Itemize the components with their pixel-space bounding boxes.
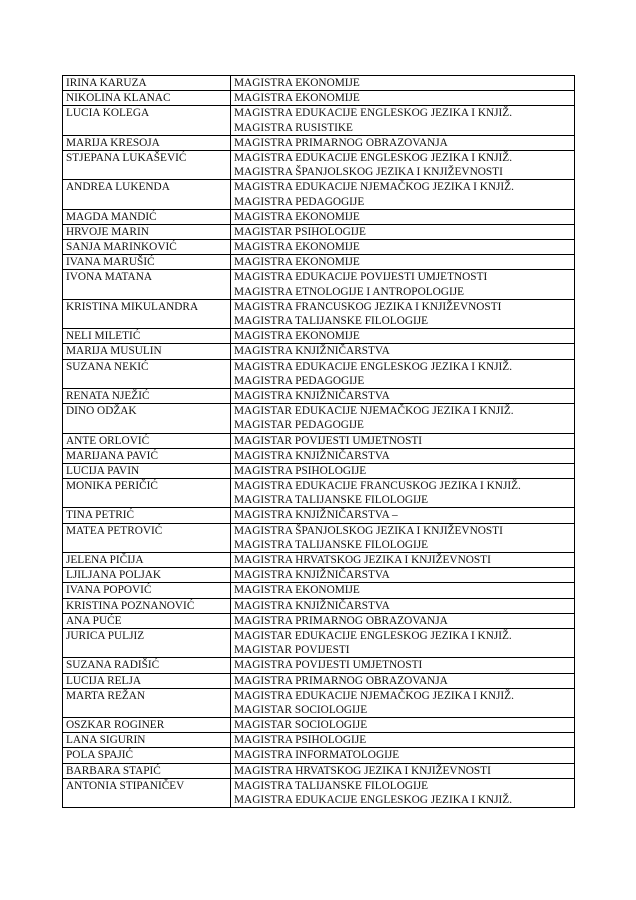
person-name: ANTONIA STIPANIČEV (66, 779, 185, 792)
degree-cell (231, 733, 575, 748)
degree-cell (231, 329, 575, 344)
person-name: LUCIJA RELJA (66, 674, 142, 687)
degree-cell (231, 135, 575, 150)
person-name: HRVOJE MARIN (66, 225, 149, 238)
table-row (63, 224, 575, 239)
degree-title: MAGISTRA TALIJANSKE FILOLOGIJE (234, 538, 429, 551)
graduates-table-body (63, 76, 575, 808)
name-cell (63, 270, 231, 299)
table-row (63, 613, 575, 628)
person-name: LUCIJA PAVIN (66, 464, 140, 477)
degree-cell (231, 763, 575, 778)
name-cell (63, 583, 231, 598)
person-name: OSZKAR ROGINER (66, 719, 165, 732)
person-name: ANTE ORLOVIĆ (66, 434, 150, 447)
name-cell (63, 479, 231, 508)
person-name: IVANA MARUŠIĆ (66, 256, 155, 269)
degree-title: MAGISTRA EDUKACIJE NJEMAČKOG JEZIKA I KNJIŽ. (234, 689, 514, 702)
name-cell (63, 523, 231, 552)
degree-cell (231, 106, 575, 135)
table-row (63, 733, 575, 748)
person-name: MARIJA MUSULIN (66, 345, 162, 358)
degree-title: MAGISTRA EKONOMIJE (234, 584, 360, 597)
degree-title: MAGISTRA KNJIŽNIČARSTVA (234, 599, 390, 612)
degree-title: MAGISTAR SOCIOLOGIJE (234, 703, 368, 716)
person-name: IVONA MATANA (66, 271, 153, 284)
table-row (63, 718, 575, 733)
person-name: LANA SIGURIN (66, 734, 146, 747)
degree-cell (231, 778, 575, 807)
person-name: POLA SPAJIĆ (66, 749, 134, 762)
degree-title: MAGISTRA RUSISTIKE (234, 121, 353, 134)
degree-title: MAGISTRA FRANCUSKOG JEZIKA I KNJIŽEVNOSTI (234, 300, 502, 313)
table-row (63, 150, 575, 179)
person-name: MARIJA KRESOJA (66, 136, 160, 149)
degree-title: MAGISTRA PEDAGOGIJE (234, 195, 365, 208)
name-cell (63, 448, 231, 463)
degree-cell (231, 583, 575, 598)
degree-cell (231, 463, 575, 478)
degree-cell (231, 673, 575, 688)
degree-cell (231, 91, 575, 106)
person-name: IVANA POPOVIĆ (66, 584, 152, 597)
name-cell (63, 255, 231, 270)
person-name: DINO ODŽAK (66, 405, 137, 418)
degree-title: MAGISTRA HRVATSKOG JEZIKA I KNJIŽEVNOSTI (234, 554, 491, 566)
table-row (63, 463, 575, 478)
person-name: STJEPANA LUKAŠEVIĆ (66, 151, 187, 164)
table-row (63, 76, 575, 91)
person-name: SUZANA NEKIĆ (66, 360, 149, 373)
table-row (63, 299, 575, 328)
degree-title: MAGISTRA PRIMARNOG OBRAZOVANJA (234, 674, 448, 687)
degree-title: MAGISTRA EDUKACIJE FRANCUSKOG JEZIKA I KNJIŽ. (234, 480, 521, 493)
name-cell (63, 76, 231, 91)
degree-title: MAGISTRA EKONOMIJE (234, 241, 360, 254)
name-cell (63, 628, 231, 657)
name-cell (63, 763, 231, 778)
degree-cell (231, 224, 575, 239)
person-name: MAGDA MANDIĆ (66, 210, 157, 223)
name-cell (63, 658, 231, 673)
degree-title: MAGISTRA EDUKACIJE ENGLESKOG JEZIKA I KNJIŽ. (234, 107, 513, 120)
degree-title: MAGISTRA ETNOLOGIJE I ANTROPOLOGIJE (234, 285, 465, 298)
table-row (63, 209, 575, 224)
degree-title: MAGISTRA EDUKACIJE ENGLESKOG JEZIKA I KNJIŽ. (234, 151, 513, 164)
table-row (63, 448, 575, 463)
degree-title: MAGISTAR EDUKACIJE NJEMAČKOG JEZIKA I KNJIŽ. (234, 405, 514, 418)
table-row (63, 433, 575, 448)
degree-cell (231, 180, 575, 209)
person-name: TINA PETRIĆ (66, 509, 135, 522)
person-name: MONIKA PERIČIĆ (66, 480, 158, 493)
degree-cell (231, 688, 575, 717)
person-name: ANDREA LUKENDA (66, 181, 170, 194)
table-row (63, 91, 575, 106)
degree-cell (231, 598, 575, 613)
degree-title: MAGISTRA EDUKACIJE ENGLESKOG JEZIKA I KNJIŽ. (234, 360, 513, 373)
degree-cell (231, 388, 575, 403)
name-cell (63, 344, 231, 359)
person-name: SUZANA RADIŠIĆ (66, 659, 160, 672)
degree-title: MAGISTRA KNJIŽNIČARSTVA – (234, 509, 398, 522)
name-cell (63, 778, 231, 807)
name-cell (63, 329, 231, 344)
name-cell (63, 404, 231, 433)
degree-cell (231, 433, 575, 448)
degree-title: MAGISTRA KNJIŽNIČARSTVA (234, 345, 390, 358)
graduates-table (62, 75, 575, 808)
table-row (63, 763, 575, 778)
name-cell (63, 299, 231, 328)
degree-cell (231, 628, 575, 657)
name-cell (63, 598, 231, 613)
person-name: JELENA PIČIJA (66, 554, 144, 566)
degree-title: MAGISTRA EKONOMIJE (234, 210, 360, 223)
table-row (63, 628, 575, 657)
name-cell (63, 135, 231, 150)
person-name: JURICA PULJIZ (66, 629, 145, 642)
degree-title: MAGISTRA PSIHOLOGIJE (234, 464, 367, 477)
degree-title: MAGISTRA INFORMATOLOGIJE (234, 749, 400, 762)
degree-cell (231, 359, 575, 388)
table-row (63, 135, 575, 150)
degree-cell (231, 255, 575, 270)
degree-cell (231, 240, 575, 255)
degree-cell (231, 658, 575, 673)
degree-cell (231, 553, 575, 568)
degree-cell (231, 76, 575, 91)
degree-title: MAGISTRA EKONOMIJE (234, 330, 360, 343)
name-cell (63, 463, 231, 478)
name-cell (63, 688, 231, 717)
name-cell (63, 224, 231, 239)
person-name: RENATA NJEŽIĆ (66, 389, 150, 402)
degree-title: MAGISTRA EDUKACIJE POVIJESTI UMJETNOSTI (234, 271, 488, 284)
table-row (63, 270, 575, 299)
person-name: KRISTINA MIKULANDRA (66, 300, 199, 313)
table-row (63, 673, 575, 688)
degree-title: MAGISTAR EDUKACIJE ENGLESKOG JEZIKA I KNJIŽ. (234, 629, 512, 642)
degree-cell (231, 299, 575, 328)
table-row (63, 255, 575, 270)
degree-title: MAGISTRA PEDAGOGIJE (234, 374, 365, 387)
person-name: IRINA KARUZA (66, 77, 147, 89)
person-name: SANJA MARINKOVIĆ (66, 241, 177, 254)
person-name: MARIJANA PAVIĆ (66, 449, 158, 462)
table-row (63, 240, 575, 255)
degree-cell (231, 523, 575, 552)
name-cell (63, 180, 231, 209)
degree-title: MAGISTRA TALIJANSKE FILOLOGIJE (234, 494, 429, 507)
degree-title: MAGISTAR POVIJESTI UMJETNOSTI (234, 434, 423, 447)
person-name: BARBARA STAPIĆ (66, 764, 161, 777)
degree-title: MAGISTRA TALIJANSKE FILOLOGIJE (234, 315, 429, 327)
degree-title: MAGISTRA EDUKACIJE NJEMAČKOG JEZIKA I KNJIŽ. (234, 181, 514, 194)
table-row (63, 523, 575, 552)
table-row (63, 359, 575, 388)
degree-title: MAGISTRA KNJIŽNIČARSTVA (234, 449, 390, 462)
name-cell (63, 553, 231, 568)
person-name: NELI MILETIĆ (66, 330, 141, 343)
name-cell (63, 433, 231, 448)
name-cell (63, 91, 231, 106)
degree-title: MAGISTRA POVIJESTI UMJETNOSTI (234, 659, 423, 672)
table-row (63, 553, 575, 568)
table-row (63, 106, 575, 135)
table-row (63, 508, 575, 523)
table-row (63, 778, 575, 807)
degree-title: MAGISTRA PRIMARNOG OBRAZOVANJA (234, 614, 448, 627)
degree-cell (231, 568, 575, 583)
degree-title: MAGISTRA PSIHOLOGIJE (234, 734, 367, 747)
person-name: MATEA PETROVIĆ (66, 524, 163, 537)
table-row (63, 329, 575, 344)
degree-cell (231, 209, 575, 224)
degree-title: MAGISTAR SOCIOLOGIJE (234, 719, 368, 732)
degree-title: MAGISTRA EKONOMIJE (234, 77, 360, 89)
degree-title: MAGISTRA HRVATSKOG JEZIKA I KNJIŽEVNOSTI (234, 764, 491, 777)
name-cell (63, 508, 231, 523)
degree-title: MAGISTRA EKONOMIJE (234, 92, 360, 105)
degree-cell (231, 718, 575, 733)
degree-cell (231, 270, 575, 299)
name-cell (63, 150, 231, 179)
person-name: LJILJANA POLJAK (66, 569, 162, 582)
degree-title: MAGISTRA EKONOMIJE (234, 256, 360, 269)
degree-cell (231, 448, 575, 463)
person-name: KRISTINA POZNANOVIĆ (66, 599, 195, 612)
name-cell (63, 568, 231, 583)
table-row (63, 404, 575, 433)
degree-title: MAGISTRA ŠPANJOLSKOG JEZIKA I KNJIŽEVNOSTI (234, 524, 503, 537)
table-row (63, 479, 575, 508)
degree-title: MAGISTRA KNJIŽNIČARSTVA (234, 389, 390, 402)
table-row (63, 568, 575, 583)
degree-cell (231, 344, 575, 359)
name-cell (63, 209, 231, 224)
degree-cell (231, 748, 575, 763)
person-name: LUCIA KOLEGA (66, 107, 150, 120)
name-cell (63, 748, 231, 763)
degree-title: MAGISTRA ŠPANJOLSKOG JEZIKA I KNJIŽEVNOSTI (234, 166, 503, 179)
person-name: NIKOLINA KLANAC (66, 92, 171, 105)
degree-title: MAGISTAR PEDAGOGIJE (234, 419, 364, 432)
degree-title: MAGISTRA KNJIŽNIČARSTVA (234, 569, 390, 582)
name-cell (63, 240, 231, 255)
degree-cell (231, 508, 575, 523)
name-cell (63, 106, 231, 135)
table-row (63, 598, 575, 613)
degree-title: MAGISTAR POVIJESTI (234, 644, 350, 657)
name-cell (63, 733, 231, 748)
degree-cell (231, 404, 575, 433)
person-name: ANA PUĆE (66, 614, 122, 627)
table-row (63, 658, 575, 673)
table-row (63, 748, 575, 763)
table-row (63, 688, 575, 717)
degree-title: MAGISTAR PSIHOLOGIJE (234, 225, 366, 238)
name-cell (63, 718, 231, 733)
person-name: MARTA REŽAN (66, 689, 146, 702)
table-row (63, 180, 575, 209)
degree-title: MAGISTRA PRIMARNOG OBRAZOVANJA (234, 136, 448, 149)
degree-cell (231, 150, 575, 179)
table-row (63, 388, 575, 403)
name-cell (63, 359, 231, 388)
degree-title: MAGISTRA TALIJANSKE FILOLOGIJE (234, 779, 429, 792)
name-cell (63, 388, 231, 403)
table-row (63, 344, 575, 359)
table-row (63, 583, 575, 598)
name-cell (63, 673, 231, 688)
degree-title: MAGISTRA EDUKACIJE ENGLESKOG JEZIKA I KNJIŽ. (234, 794, 513, 806)
degree-cell (231, 479, 575, 508)
degree-cell (231, 613, 575, 628)
name-cell (63, 613, 231, 628)
